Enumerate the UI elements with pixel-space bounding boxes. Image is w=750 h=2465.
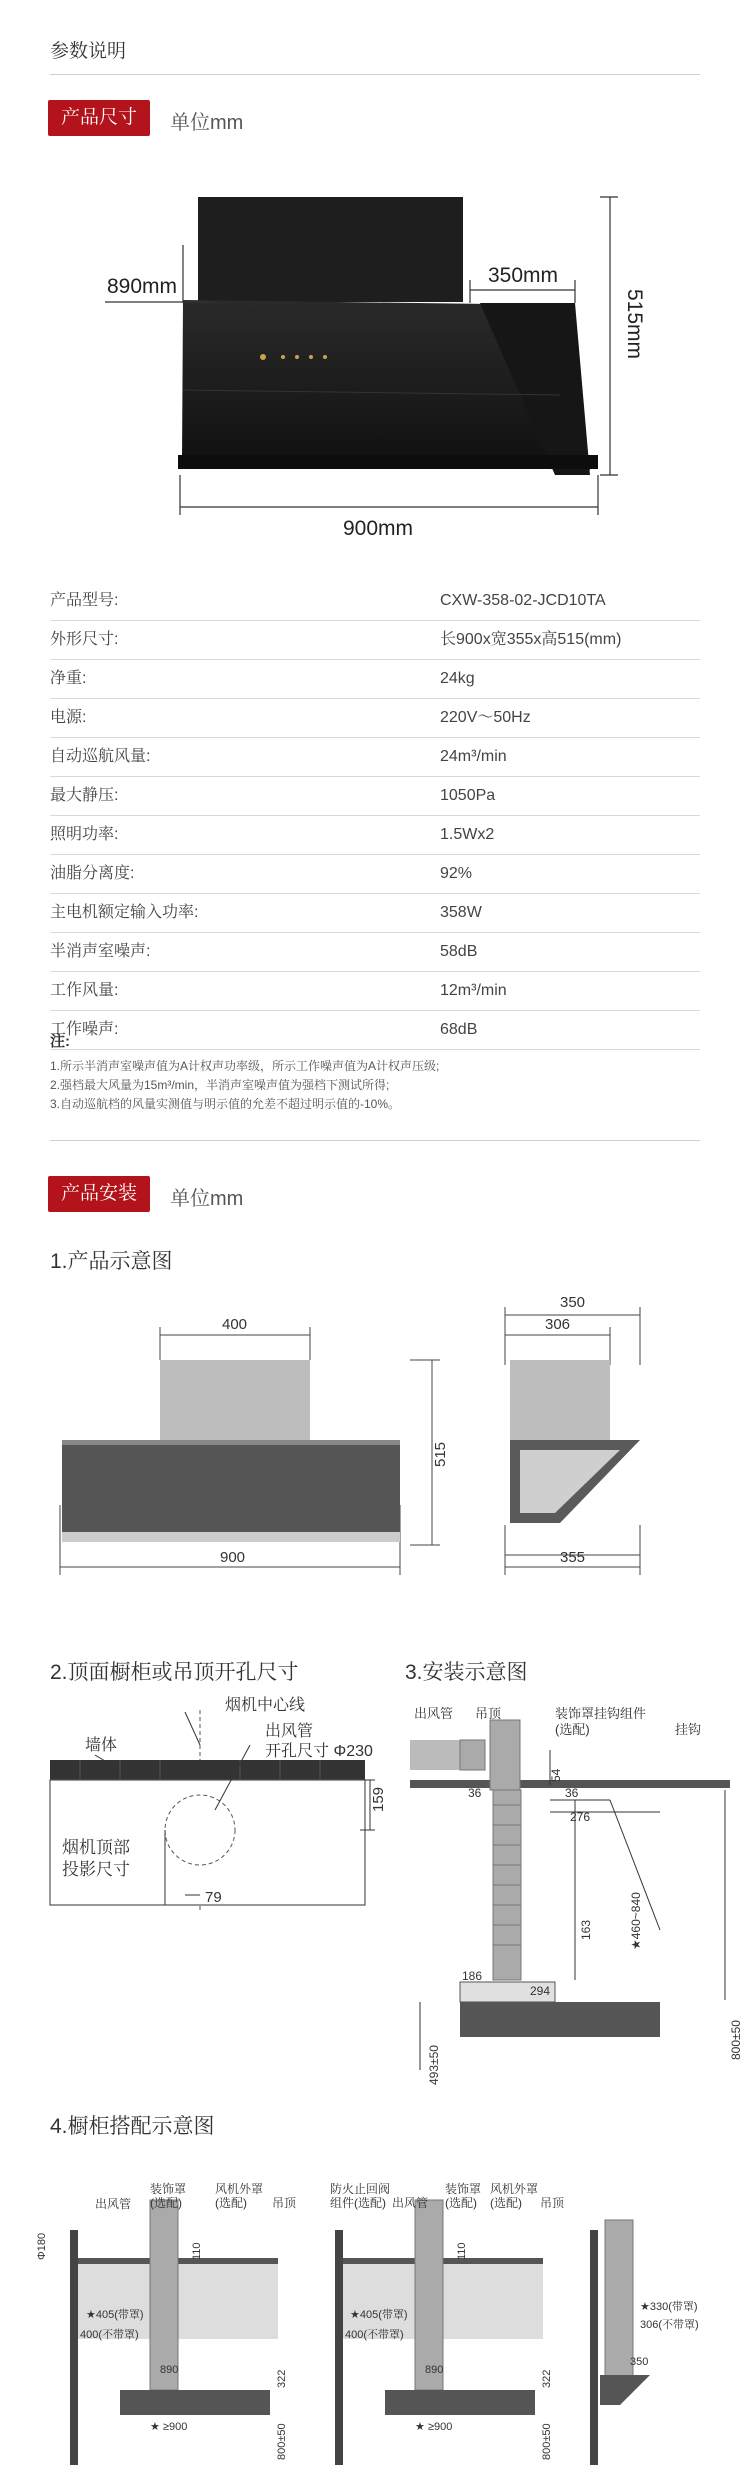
chimney [198,197,463,302]
dim-355: 355 [560,1549,586,1566]
dim-350: 350 [560,1294,586,1311]
label-ceiling: 吊顶 [272,2196,297,2210]
spec-row [50,816,700,855]
notes [50,1032,439,1114]
dim-405: ★405(带罩) [86,2309,144,2321]
spec-row [50,738,700,777]
spec-value: 220V～50Hz [440,709,531,726]
front-body [62,1440,400,1532]
dim-36: 36 [468,1786,482,1800]
diagram3-title: 3.安装示意图 [405,1661,528,1684]
spec-row [50,582,700,621]
label-cover: 装饰罩 [150,2182,187,2196]
spec-label: 主电机额定输入功率: [50,904,199,921]
spec-value: 24kg [440,670,475,687]
dim-800: 800±50 [541,2423,553,2460]
label-valve-opt: 组件(选配) [330,2196,386,2210]
spec-value: 68dB [440,1021,478,1038]
wall [50,1760,365,1780]
dim-306: 306 [545,1316,571,1333]
dim-54: 54 [549,1768,563,1782]
spec-label: 净重: [50,670,87,687]
front-chimney [160,1360,310,1440]
page-title: 参数说明 [50,41,127,62]
spec-value: 92% [440,865,473,882]
label-duct: 出风管 [95,2197,132,2211]
dim-890: 890mm [107,275,178,298]
spec-row [50,699,700,738]
cabinet-diagram [0,2160,750,2465]
diagram1-title: 1.产品示意图 [50,1250,173,1273]
dim-322: 322 [276,2369,288,2388]
spec-label: 自动巡航风量: [50,748,151,765]
dim-350: 350 [630,2356,649,2368]
center-line-label: 烟机中心线 [225,1697,306,1714]
spec-label: 产品型号: [50,592,119,609]
install-diagram [400,1690,750,2090]
label-fan-opt: (选配) [215,2196,247,2210]
spec-value: 24m³/min [440,748,507,765]
label-cover: 装饰罩挂钩组件 [555,1706,647,1721]
dim-322: 322 [541,2369,553,2388]
projection-label: 烟机顶部 [62,1838,130,1857]
label-cover: 装饰罩 [445,2182,482,2196]
projection-label: 投影尺寸 [62,1860,130,1879]
dim-163: 163 [579,1919,593,1940]
spec-row [50,894,700,933]
spec-value: 1050Pa [440,787,496,804]
dim-400: 400(不带罩) [345,2329,404,2341]
label-cover-opt: (选配) [555,1722,590,1737]
dim-400: 400(不带罩) [80,2329,139,2341]
diagram4-title: 4.橱柜搭配示意图 [50,2115,215,2138]
spec-label: 油脂分离度: [50,865,135,882]
dim-900: ★ ≥900 [150,2421,188,2433]
spec-value: CXW-358-02-JCD10TA [440,592,606,609]
dim-890: 890 [160,2364,179,2376]
dim-110: 110 [191,2242,203,2260]
dim-400: 400 [222,1316,248,1333]
spec-label: 电源: [50,709,87,726]
dim-800: 800±50 [729,2020,743,2060]
dim-294: 294 [530,1984,551,1998]
spec-table [50,582,700,1050]
spec-row [50,933,700,972]
spec-label: 外形尺寸: [50,631,119,648]
note-line: 1.所示半消声室噪声值为A计权声功率级，所示工作噪声值为A计权声压级; [50,1059,440,1073]
product-dimension-drawing [0,185,750,545]
label-duct: 出风管 [392,2196,429,2210]
hole-size-label: 开孔尺寸 Φ230 [265,1743,373,1760]
dim-276: 276 [570,1810,591,1824]
diagram2-title: 2.顶面橱柜或吊顶开孔尺寸 [50,1661,299,1684]
dim-79: 79 [205,1889,222,1906]
spec-label: 照明功率: [50,826,119,843]
label-fan-opt: (选配) [490,2196,522,2210]
dim-405: ★405(带罩) [350,2309,408,2321]
divider [50,1140,700,1141]
label-duct: 出风管 [414,1706,454,1721]
spec-value: 12m³/min [440,982,507,999]
dim-phi180: Φ180 [36,2232,48,2260]
note-line: 2.强档最大风量为15m³/min，半消声室噪声值为强档下测试所得; [50,1078,390,1092]
dim-890: 890 [425,2364,444,2376]
dim-110: 110 [456,2242,468,2260]
dim-36: 36 [565,1786,579,1800]
spec-value: 358W [440,904,482,921]
dim-900: 900mm [343,517,414,540]
label-fan-cover: 风机外罩 [215,2182,264,2196]
label-valve: 防火止回阀 [330,2182,391,2196]
section-tag-size: 产品尺寸 [48,100,150,136]
side-chimney [510,1360,610,1440]
dim-350: 350mm [488,264,559,287]
hood-body [460,2002,660,2037]
spec-row [50,621,700,660]
spec-value: 58dB [440,943,478,960]
spec-row [50,855,700,894]
label-cover-opt: (选配) [150,2196,182,2210]
spec-row [50,660,700,699]
dim-330: ★330(带罩) [640,2301,698,2313]
section-tag-install: 产品安装 [48,1176,150,1212]
dim-460-840: ★460~840 [629,1892,643,1950]
spec-label: 最大静压: [50,787,119,804]
spec-row [50,972,700,1011]
duct [605,2220,633,2380]
cutout-diagram [0,1690,400,1940]
dim-159: 159 [370,1786,387,1812]
note-line: 3.自动巡航档的风量实测值与明示值的允差不超过明示值的-10%。 [50,1097,401,1111]
dim-900: ★ ≥900 [415,2421,453,2433]
spec-label: 工作噪声: [50,1021,119,1038]
label-ceiling: 吊顶 [540,2196,565,2210]
duct [415,2200,443,2390]
spec-label: 半消声室噪声: [50,943,151,960]
product-schematic [0,1285,750,1595]
label-cover-opt: (选配) [445,2196,477,2210]
dim-306: 306(不带罩) [640,2319,699,2331]
duct [150,2200,178,2390]
unit-label: 单位mm [170,1188,244,1210]
wall-label: 墙体 [85,1737,118,1754]
notes-title: 注: [50,1033,70,1050]
dim-493: 493±50 [427,2045,441,2085]
dim-800: 800±50 [276,2423,288,2460]
dim-515: 515 [432,1441,449,1467]
duct-label: 出风管 [265,1723,314,1740]
label-ceiling: 吊顶 [475,1706,502,1721]
dim-186: 186 [462,1969,483,1983]
spec-label: 工作风量: [50,982,119,999]
dim-515: 515mm [623,289,646,360]
unit-label: 单位mm [170,112,244,134]
spec-value: 长900x宽355x高515(mm) [440,631,622,648]
label-fan-cover: 风机外罩 [490,2182,539,2196]
spec-value: 1.5Wx2 [440,826,495,843]
dim-900: 900 [220,1549,246,1566]
divider [50,74,700,75]
label-hook: 挂钩 [675,1722,702,1737]
spec-row [50,777,700,816]
